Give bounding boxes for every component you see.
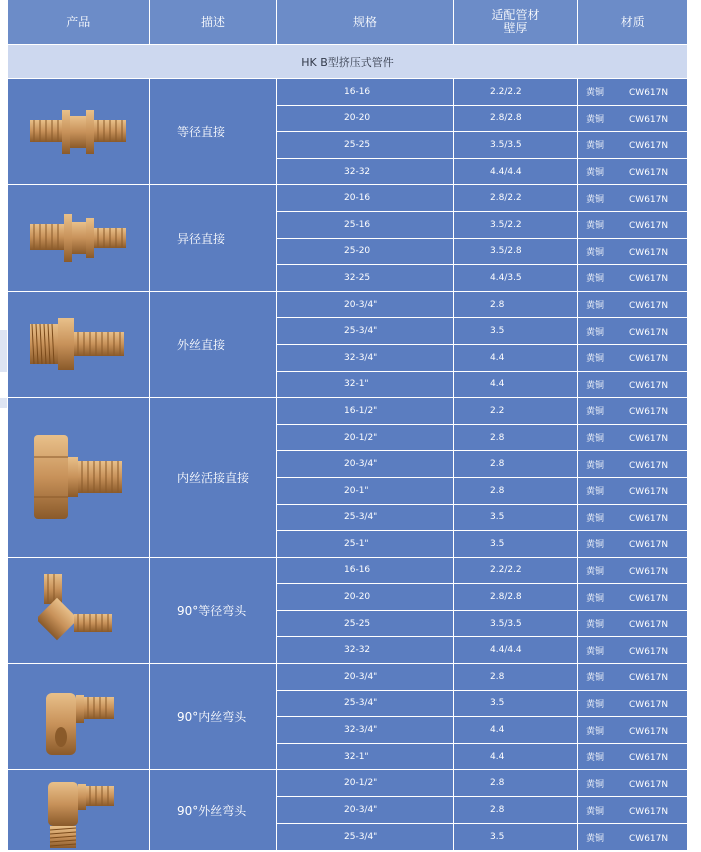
material-name: 黄铜	[586, 354, 605, 365]
material-grade: CW617N	[629, 407, 669, 418]
material-name: 黄铜	[586, 513, 605, 524]
spec-cell: 25-25	[277, 610, 454, 637]
wall-thickness-cell: 3.5/2.2	[454, 211, 578, 238]
material-name: 黄铜	[586, 301, 605, 312]
material-cell	[578, 557, 688, 584]
material-name: 黄铜	[586, 487, 605, 498]
spec-cell: 16-16	[277, 557, 454, 584]
table-header-row	[8, 0, 688, 45]
material-cell	[578, 158, 688, 185]
material-grade: CW617N	[629, 301, 669, 312]
material-grade: CW617N	[629, 194, 669, 205]
material-cell	[578, 690, 688, 717]
material-name: 黄铜	[586, 194, 605, 205]
material-name: 黄铜	[586, 460, 605, 471]
spec-cell: 32-32	[277, 637, 454, 664]
male-elbow-icon	[8, 770, 150, 850]
material-grade: CW617N	[629, 566, 669, 577]
header-material: 材质	[578, 0, 688, 45]
material-grade: CW617N	[629, 620, 669, 631]
male-thread-coupling-icon	[8, 314, 150, 374]
wall-thickness-cell: 3.5	[454, 690, 578, 717]
product-image-cell	[8, 770, 150, 851]
wall-thickness-cell: 2.2/2.2	[454, 79, 578, 106]
spec-cell: 25-16	[277, 211, 454, 238]
reducing-coupling-icon	[8, 208, 150, 268]
wall-thickness-cell: 4.4	[454, 371, 578, 398]
wall-thickness-cell: 2.8	[454, 664, 578, 691]
spec-cell: 20-16	[277, 185, 454, 212]
product-image-cell	[8, 291, 150, 397]
product-description: 等径直接	[150, 79, 277, 185]
header-spec: 规格	[277, 0, 454, 45]
table-body	[8, 45, 688, 851]
material-grade: CW617N	[629, 646, 669, 657]
material-grade: CW617N	[629, 833, 669, 844]
wall-thickness-cell: 2.8	[454, 477, 578, 504]
wall-thickness-cell: 3.5	[454, 531, 578, 558]
material-grade: CW617N	[629, 274, 669, 285]
spec-cell: 16-16	[277, 79, 454, 106]
table-row	[8, 79, 688, 106]
spec-cell: 25-3/4"	[277, 824, 454, 851]
spec-cell: 20-3/4"	[277, 797, 454, 824]
spec-cell: 32-1"	[277, 743, 454, 770]
product-image-cell	[8, 557, 150, 663]
material-name: 黄铜	[586, 753, 605, 764]
section-title: HK B型挤压式管件	[8, 45, 688, 79]
material-cell	[578, 531, 688, 558]
spec-cell: 20-1/2"	[277, 424, 454, 451]
material-cell	[578, 238, 688, 265]
product-image-cell	[8, 664, 150, 770]
female-elbow-icon	[8, 677, 150, 757]
material-cell	[578, 79, 688, 106]
material-grade: CW617N	[629, 141, 669, 152]
wall-thickness-cell: 3.5	[454, 504, 578, 531]
section-title-row	[8, 45, 688, 79]
material-cell	[578, 770, 688, 797]
product-image-cell	[8, 79, 150, 185]
material-grade: CW617N	[629, 354, 669, 365]
material-name: 黄铜	[586, 540, 605, 551]
material-cell	[578, 637, 688, 664]
material-grade: CW617N	[629, 88, 669, 99]
table-row	[8, 185, 688, 212]
spec-cell: 25-1"	[277, 531, 454, 558]
material-grade: CW617N	[629, 247, 669, 258]
material-name: 黄铜	[586, 566, 605, 577]
material-name: 黄铜	[586, 806, 605, 817]
material-grade: CW617N	[629, 593, 669, 604]
elbow-90-icon	[8, 570, 150, 650]
spec-cell: 25-3/4"	[277, 318, 454, 345]
wall-thickness-cell: 4.4/4.4	[454, 637, 578, 664]
spec-cell: 20-20	[277, 584, 454, 611]
material-name: 黄铜	[586, 247, 605, 258]
header-description: 描述	[150, 0, 277, 45]
material-cell	[578, 371, 688, 398]
material-grade: CW617N	[629, 327, 669, 338]
material-cell	[578, 504, 688, 531]
material-cell	[578, 265, 688, 292]
material-name: 黄铜	[586, 673, 605, 684]
material-name: 黄铜	[586, 168, 605, 179]
material-name: 黄铜	[586, 699, 605, 710]
material-name: 黄铜	[586, 620, 605, 631]
material-name: 黄铜	[586, 779, 605, 790]
wall-thickness-cell: 3.5/2.8	[454, 238, 578, 265]
wall-thickness-cell: 4.4/4.4	[454, 158, 578, 185]
material-name: 黄铜	[586, 380, 605, 391]
material-name: 黄铜	[586, 593, 605, 604]
product-description: 90°内丝弯头	[150, 664, 277, 770]
wall-thickness-cell: 2.8	[454, 424, 578, 451]
material-name: 黄铜	[586, 407, 605, 418]
spec-cell: 32-32	[277, 158, 454, 185]
material-cell	[578, 584, 688, 611]
spec-cell: 20-3/4"	[277, 451, 454, 478]
spec-cell: 32-1"	[277, 371, 454, 398]
material-grade: CW617N	[629, 380, 669, 391]
product-description: 90°外丝弯头	[150, 770, 277, 851]
spec-cell: 32-3/4"	[277, 344, 454, 371]
spec-cell: 25-20	[277, 238, 454, 265]
material-name: 黄铜	[586, 646, 605, 657]
material-grade: CW617N	[629, 513, 669, 524]
spec-cell: 25-3/4"	[277, 504, 454, 531]
wall-thickness-cell: 2.8	[454, 451, 578, 478]
product-image-cell	[8, 185, 150, 291]
product-description: 内丝活接直接	[150, 398, 277, 558]
wall-thickness-cell: 2.8/2.8	[454, 584, 578, 611]
material-name: 黄铜	[586, 141, 605, 152]
table-row	[8, 557, 688, 584]
spec-cell: 20-3/4"	[277, 291, 454, 318]
material-cell	[578, 424, 688, 451]
material-cell	[578, 717, 688, 744]
spec-cell: 16-1/2"	[277, 398, 454, 425]
material-cell	[578, 291, 688, 318]
spec-cell: 25-25	[277, 132, 454, 159]
material-grade: CW617N	[629, 699, 669, 710]
material-cell	[578, 344, 688, 371]
female-union-coupling-icon	[8, 427, 150, 527]
straight-coupling-icon	[8, 102, 150, 162]
wall-thickness-cell: 2.8	[454, 797, 578, 824]
material-cell	[578, 318, 688, 345]
header-wall-line1: 适配管材	[491, 8, 540, 22]
material-grade: CW617N	[629, 114, 669, 125]
material-cell	[578, 105, 688, 132]
spec-cell: 25-3/4"	[277, 690, 454, 717]
material-grade: CW617N	[629, 540, 669, 551]
wall-thickness-cell: 4.4/3.5	[454, 265, 578, 292]
material-cell	[578, 664, 688, 691]
side-decoration	[0, 330, 7, 372]
wall-thickness-cell: 2.8/2.2	[454, 185, 578, 212]
material-cell	[578, 185, 688, 212]
product-image-cell	[8, 398, 150, 558]
fittings-table	[7, 0, 687, 851]
material-cell	[578, 132, 688, 159]
wall-thickness-cell: 3.5/3.5	[454, 132, 578, 159]
wall-thickness-cell: 3.5	[454, 824, 578, 851]
wall-thickness-cell: 3.5	[454, 318, 578, 345]
header-wall-thickness	[454, 0, 578, 45]
material-grade: CW617N	[629, 753, 669, 764]
material-grade: CW617N	[629, 434, 669, 445]
header-wall-line2: 壁厚	[503, 21, 528, 35]
product-description: 90°等径弯头	[150, 557, 277, 663]
material-name: 黄铜	[586, 726, 605, 737]
material-cell	[578, 610, 688, 637]
wall-thickness-cell: 2.8/2.8	[454, 105, 578, 132]
side-decoration	[0, 398, 7, 408]
table-row	[8, 291, 688, 318]
table-row	[8, 664, 688, 691]
wall-thickness-cell: 4.4	[454, 344, 578, 371]
product-description: 异径直接	[150, 185, 277, 291]
spec-cell: 20-1/2"	[277, 770, 454, 797]
wall-thickness-cell: 2.2/2.2	[454, 557, 578, 584]
spec-cell: 20-3/4"	[277, 664, 454, 691]
spec-cell: 20-1"	[277, 477, 454, 504]
wall-thickness-cell: 3.5/3.5	[454, 610, 578, 637]
wall-thickness-cell: 2.8	[454, 770, 578, 797]
material-grade: CW617N	[629, 460, 669, 471]
spec-cell: 32-25	[277, 265, 454, 292]
wall-thickness-cell: 2.8	[454, 291, 578, 318]
wall-thickness-cell: 4.4	[454, 717, 578, 744]
spec-cell: 20-20	[277, 105, 454, 132]
material-grade: CW617N	[629, 806, 669, 817]
fittings-table-container	[7, 0, 687, 852]
material-name: 黄铜	[586, 88, 605, 99]
material-cell	[578, 211, 688, 238]
material-grade: CW617N	[629, 673, 669, 684]
material-name: 黄铜	[586, 221, 605, 232]
material-cell	[578, 477, 688, 504]
material-name: 黄铜	[586, 274, 605, 285]
material-cell	[578, 797, 688, 824]
material-cell	[578, 398, 688, 425]
material-name: 黄铜	[586, 327, 605, 338]
material-cell	[578, 451, 688, 478]
product-description: 外丝直接	[150, 291, 277, 397]
material-name: 黄铜	[586, 833, 605, 844]
spec-cell: 32-3/4"	[277, 717, 454, 744]
material-name: 黄铜	[586, 114, 605, 125]
material-name: 黄铜	[586, 434, 605, 445]
header-product: 产品	[8, 0, 150, 45]
material-cell	[578, 824, 688, 851]
material-grade: CW617N	[629, 168, 669, 179]
wall-thickness-cell: 2.2	[454, 398, 578, 425]
material-grade: CW617N	[629, 487, 669, 498]
material-cell	[578, 743, 688, 770]
material-grade: CW617N	[629, 726, 669, 737]
material-grade: CW617N	[629, 221, 669, 232]
material-grade: CW617N	[629, 779, 669, 790]
table-row	[8, 398, 688, 425]
wall-thickness-cell: 4.4	[454, 743, 578, 770]
table-row	[8, 770, 688, 797]
